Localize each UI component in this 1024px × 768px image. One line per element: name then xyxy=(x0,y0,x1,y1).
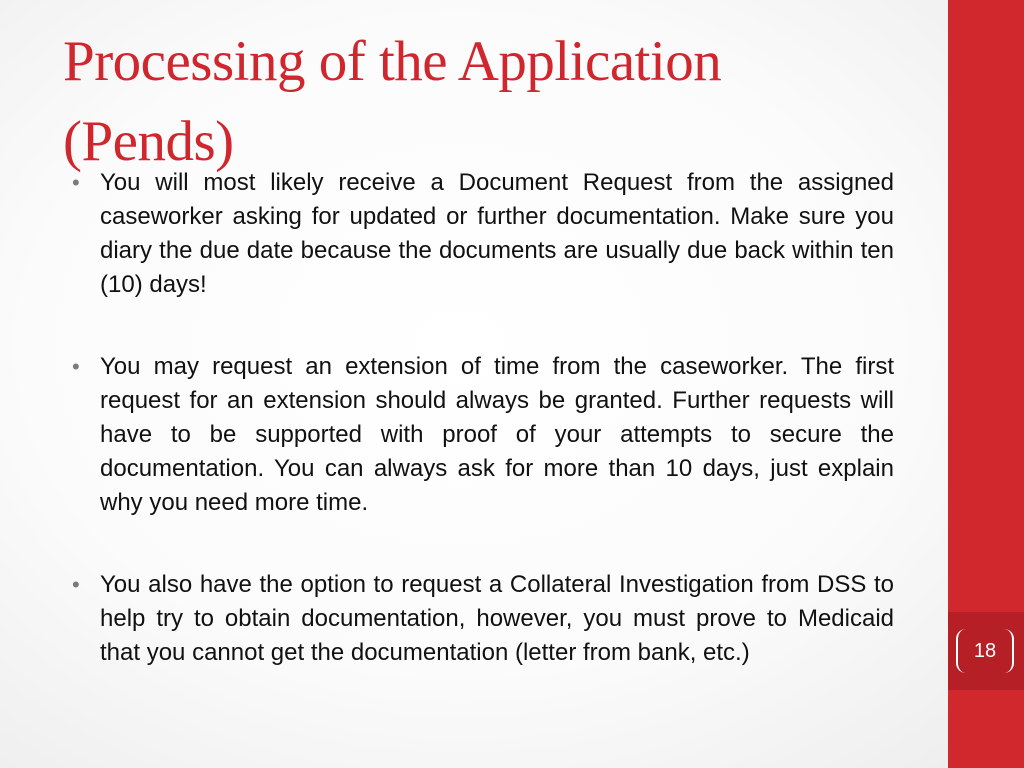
bullet-icon: • xyxy=(72,354,80,379)
bullet-icon: • xyxy=(72,170,80,195)
slide-title xyxy=(63,22,923,182)
bullet-item xyxy=(72,166,894,302)
bullet-list xyxy=(72,166,894,718)
accent-sidebar xyxy=(948,0,1024,768)
slide-title-line-1: Processing of the Application xyxy=(63,30,722,93)
page-number: 18 xyxy=(956,629,1014,673)
bullet-text: You may request an extension of time from the caseworker. The first request for an extension should always be granted. Further requests will have to be supported with proof of your attempts to secure the documentation. You can always ask for more than 10 days, just explain why you need more time. xyxy=(100,353,894,516)
bullet-item xyxy=(72,350,894,520)
bullet-text: You will most likely receive a Document Request from the assigned caseworker asking for updated or further documentation. Make sure you diary the due date because the documents are usually due back within ten (10) days! xyxy=(100,169,894,298)
bullet-item xyxy=(72,568,894,670)
slide-title-line-2: (Pends) xyxy=(63,110,234,173)
bullet-icon: • xyxy=(72,572,80,597)
bullet-text: You also have the option to request a Collateral Investigation from DSS to help try to obtain documentation, however, you must prove to Medicaid that you cannot get the documentation (letter from bank, etc.) xyxy=(100,571,894,666)
page-number-band xyxy=(948,612,1024,690)
